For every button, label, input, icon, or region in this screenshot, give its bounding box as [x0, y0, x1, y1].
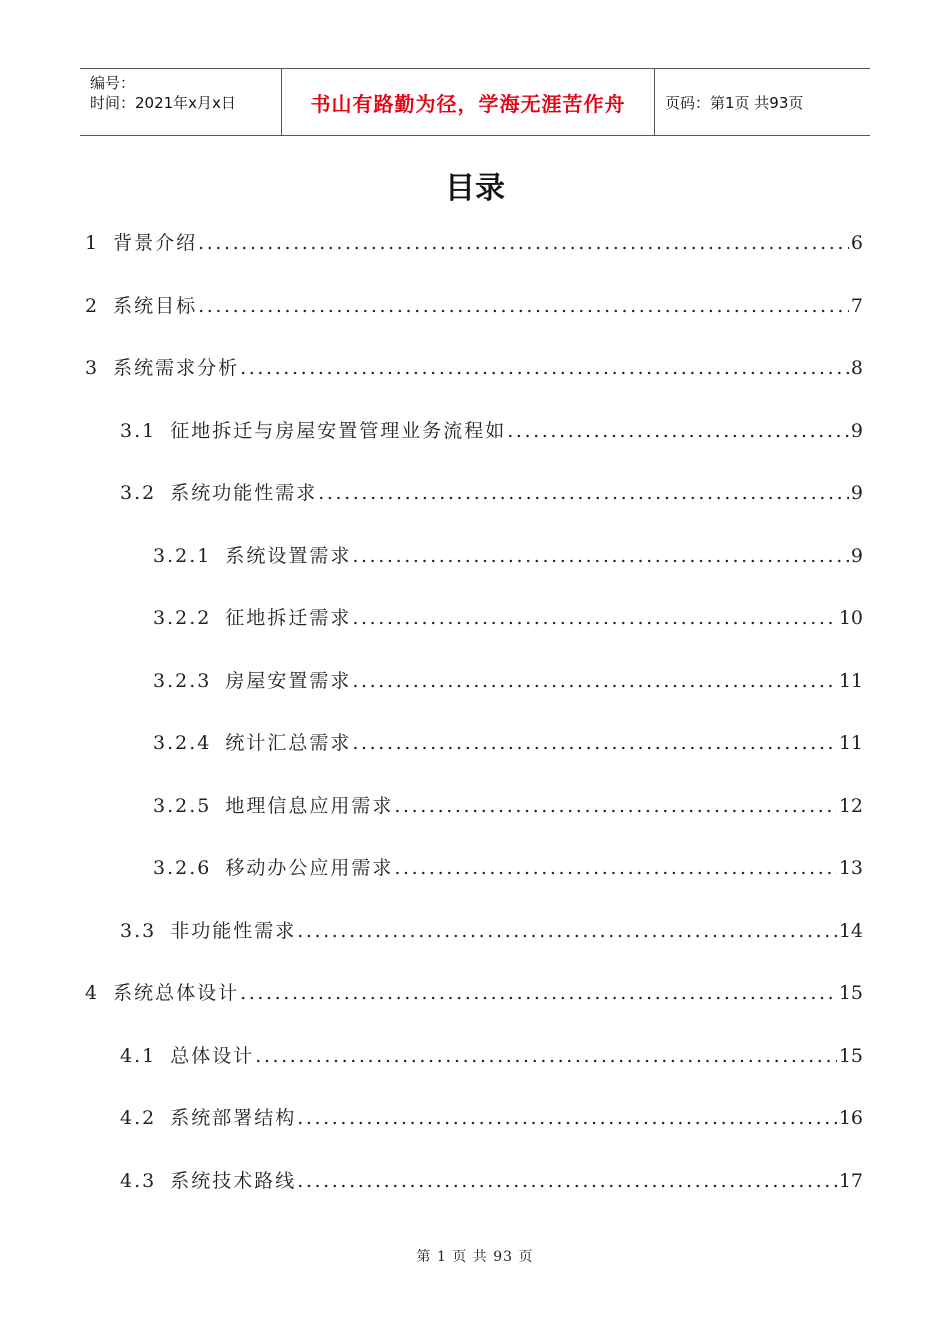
- toc-entry-page: 6: [850, 232, 863, 254]
- toc-entry-text: 征地拆迁需求: [225, 607, 352, 629]
- toc-entry-text: 系统目标: [113, 294, 198, 317]
- toc-dot-leader: [352, 545, 849, 567]
- toc-entry-page: 15: [838, 1044, 863, 1067]
- toc-entry-number: 3.2: [120, 482, 157, 504]
- toc-entry-text: 系统设置需求: [225, 544, 352, 567]
- toc-dot-leader: [352, 732, 836, 754]
- toc-entry[interactable]: [120, 1103, 863, 1130]
- toc-entry-number: 4.2: [120, 1107, 157, 1129]
- toc-entry[interactable]: [153, 853, 863, 880]
- header-motto-cell: [282, 69, 655, 135]
- header-page-cell: [655, 69, 870, 135]
- toc-entry-number: 4.3: [120, 1169, 157, 1192]
- toc-entry-text: 系统功能性需求: [170, 482, 318, 504]
- toc-entry[interactable]: [85, 978, 863, 1005]
- toc-entry[interactable]: [153, 728, 863, 755]
- toc-entry[interactable]: [120, 1166, 863, 1193]
- toc-entry-text: 系统部署结构: [170, 1107, 297, 1129]
- toc-dot-leader: [297, 920, 837, 942]
- toc-entry-text: 系统技术路线: [170, 1169, 297, 1192]
- toc-entry-text: 征地拆迁与房屋安置管理业务流程如: [170, 419, 507, 442]
- toc-entry-page: 9: [850, 544, 863, 567]
- toc-entry-text: 系统总体设计: [113, 982, 240, 1004]
- toc-entry-page: 11: [838, 669, 863, 692]
- toc-dot-leader: [507, 420, 849, 442]
- toc-entry-page: 11: [838, 732, 863, 754]
- toc-entry[interactable]: [120, 478, 863, 505]
- toc-entry-number: 3.2.4: [153, 732, 212, 754]
- toc-entry[interactable]: [120, 916, 863, 943]
- toc-dot-leader: [240, 357, 849, 379]
- toc-dot-leader: [255, 1045, 837, 1067]
- toc-entry[interactable]: [153, 666, 863, 693]
- toc-entry-number: 3.2.3: [153, 669, 212, 692]
- toc-entry[interactable]: [153, 791, 863, 818]
- header-page-label: 页码：第1页 共93页: [665, 93, 804, 112]
- toc-entry[interactable]: [120, 1041, 863, 1068]
- toc-dot-leader: [297, 1107, 837, 1129]
- toc-dot-leader: [352, 607, 836, 629]
- header-motto: 书山有路勤为径，学海无涯苦作舟: [310, 91, 626, 116]
- toc-entry-number: 3.3: [120, 919, 157, 942]
- toc-entry-number: 4.1: [120, 1044, 157, 1067]
- toc-entry-text: 移动办公应用需求: [225, 857, 394, 879]
- toc-entry-page: 12: [838, 794, 863, 817]
- toc-entry-number: 3.2.1: [153, 544, 212, 567]
- toc-dot-leader: [394, 795, 836, 817]
- toc-entry[interactable]: [153, 603, 863, 630]
- toc-dot-leader: [352, 670, 836, 692]
- toc-entry-page: 17: [838, 1169, 863, 1192]
- page-header: [80, 68, 870, 136]
- toc-dot-leader: [318, 482, 849, 504]
- toc-entry-page: 14: [838, 919, 863, 942]
- toc-entry[interactable]: [153, 541, 863, 568]
- toc-entry-text: 非功能性需求: [170, 919, 297, 942]
- toc-dot-leader: [240, 982, 837, 1004]
- toc-dot-leader: [198, 295, 849, 317]
- toc-entry-number: 4: [85, 982, 100, 1004]
- toc-entry-page: 8: [850, 357, 863, 379]
- toc-dot-leader: [198, 232, 849, 254]
- toc-dot-leader: [394, 857, 836, 879]
- toc-entry-number: 3.1: [120, 419, 157, 442]
- toc-entry-number: 3.2.6: [153, 857, 212, 879]
- toc-entry-number: 2: [85, 294, 100, 317]
- toc-entry-page: 9: [850, 482, 863, 504]
- toc-entry[interactable]: [85, 353, 863, 380]
- toc-entry[interactable]: [120, 416, 863, 443]
- toc-entry[interactable]: [85, 228, 863, 255]
- toc-entry-text: 系统需求分析: [113, 357, 240, 379]
- toc-entry-page: 13: [838, 857, 863, 879]
- toc-entry-number: 3.2.5: [153, 794, 212, 817]
- toc-entry-number: 3: [85, 357, 100, 379]
- header-number-label: 编号：: [90, 74, 136, 92]
- toc-entry-number: 1: [85, 232, 100, 254]
- toc-entry-page: 10: [838, 607, 863, 629]
- header-meta-cell: [80, 69, 282, 135]
- toc-entry-page: 7: [850, 294, 863, 317]
- toc-entry-text: 背景介绍: [113, 232, 198, 254]
- toc-entry[interactable]: [85, 291, 863, 318]
- page-footer: 第 1 页 共 93 页: [416, 1249, 534, 1265]
- toc-entry-text: 地理信息应用需求: [225, 794, 394, 817]
- toc-dot-leader: [297, 1170, 837, 1192]
- toc-entry-text: 统计汇总需求: [225, 732, 352, 754]
- toc-entry-page: 16: [838, 1107, 863, 1129]
- toc-entry-text: 总体设计: [170, 1044, 255, 1067]
- toc-entry-number: 3.2.2: [153, 607, 212, 629]
- toc-entry-page: 15: [838, 982, 863, 1004]
- header-time-label: 时间：2021年x月x日: [90, 94, 236, 112]
- toc-title: 目录: [445, 171, 505, 206]
- toc-entry-text: 房屋安置需求: [225, 669, 352, 692]
- toc-entry-page: 9: [850, 419, 863, 442]
